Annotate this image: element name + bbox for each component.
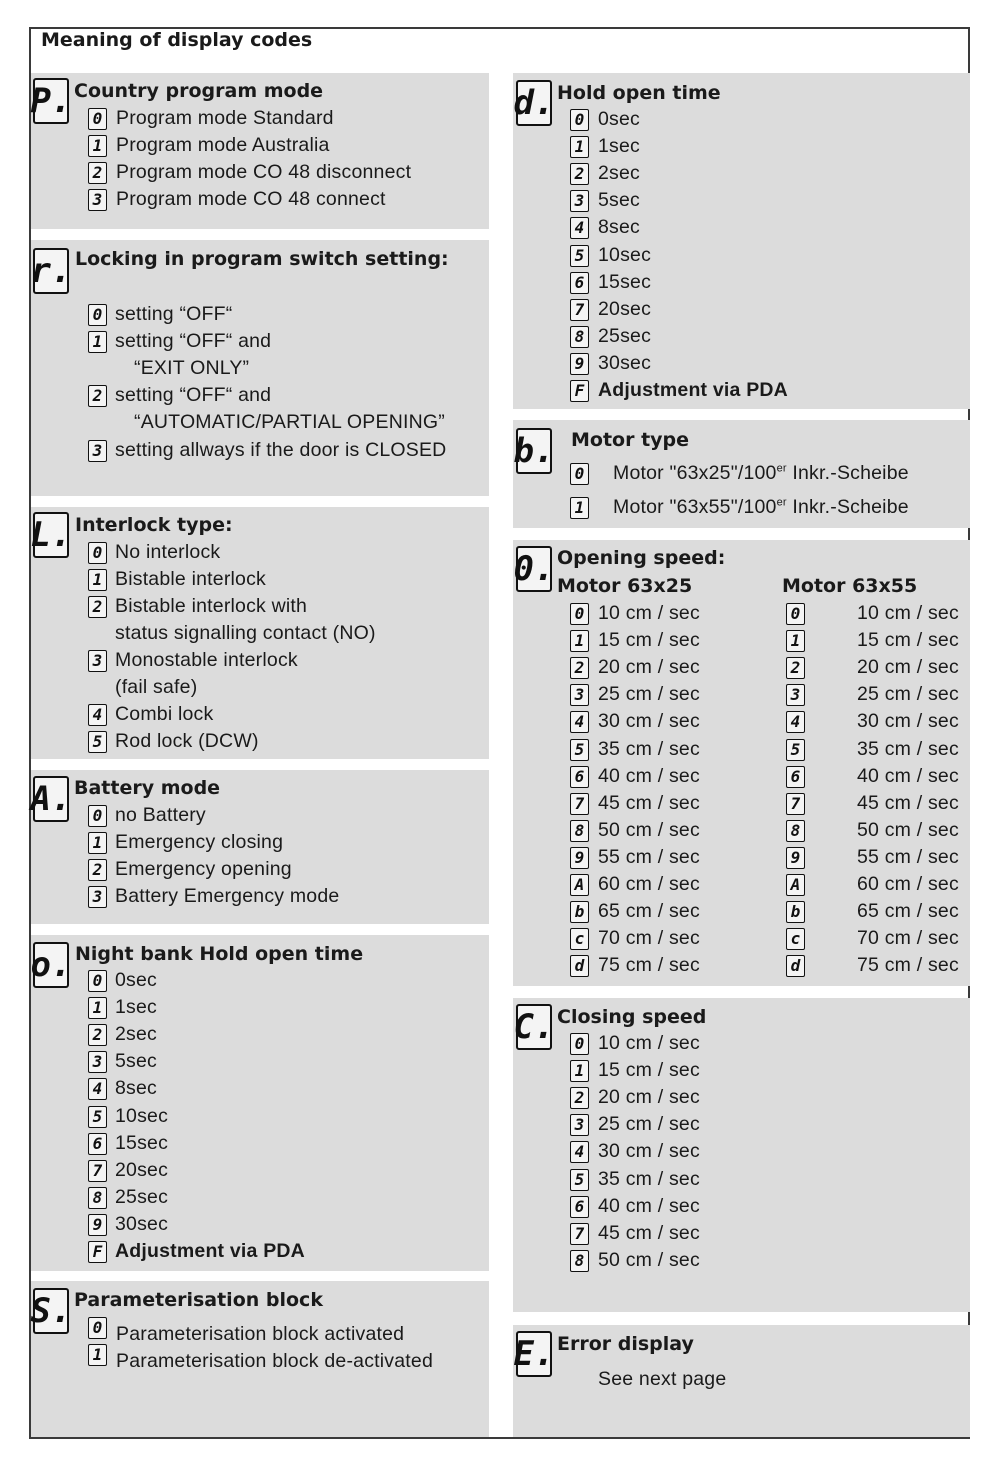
item-label-cont: “EXIT ONLY” <box>134 357 250 379</box>
digit-0-icon: 0 <box>570 463 589 485</box>
speed-label-right: 15 cm / sec <box>857 629 959 652</box>
speed-label-left: 45 cm / sec <box>598 791 700 814</box>
item-label: no Battery <box>115 804 206 826</box>
speed-label-left: 50 cm / sec <box>598 818 700 841</box>
digit-0-icon: 0 <box>88 1317 107 1339</box>
digit-6-icon: 6 <box>786 766 805 788</box>
digit-4-icon: 4 <box>88 704 107 726</box>
digit-a-icon: A <box>570 874 589 896</box>
digit-1-icon: 1 <box>88 997 107 1019</box>
item-label: 30sec <box>115 1212 169 1235</box>
section-title: Locking in program switch setting: <box>75 248 449 270</box>
item-label: Program mode CO 48 disconnect <box>116 161 412 183</box>
digit-6-icon: 6 <box>570 766 589 788</box>
section-title: Opening speed: <box>557 547 726 569</box>
digit-9-icon: 9 <box>88 1214 107 1236</box>
digit-f-icon: F <box>88 1241 107 1263</box>
speed-label-right: 35 cm / sec <box>857 737 959 760</box>
item-label: 2sec <box>598 162 640 185</box>
speed-label-left: 15 cm / sec <box>598 629 700 652</box>
item-label: Parameterisation block de-activated <box>116 1350 433 1372</box>
speed-label-right: 70 cm / sec <box>857 927 959 950</box>
item-label-cont: “AUTOMATIC/PARTIAL OPENING” <box>134 411 445 433</box>
item-label: Monostable interlock <box>115 649 298 671</box>
digit-0-icon: 0 <box>570 1033 589 1055</box>
item-label: 10 cm / sec <box>598 1032 700 1054</box>
item-label: Emergency opening <box>115 858 292 880</box>
digit-4-icon: 4 <box>570 711 589 733</box>
section-title: Hold open time <box>557 82 721 104</box>
digit-7-icon: 7 <box>88 1160 107 1182</box>
item-label: 0sec <box>115 969 157 991</box>
item-label: 30 cm / sec <box>598 1140 700 1163</box>
item-label: setting allways if the door is CLOSED <box>115 439 447 461</box>
digit-3-icon: 3 <box>88 650 107 672</box>
digit-0-icon: 0 <box>570 603 589 625</box>
item-label: Bistable interlock with <box>115 595 308 617</box>
item-label: Combi lock <box>115 703 214 725</box>
speed-label-right: 55 cm / sec <box>857 845 959 868</box>
item-label: No interlock <box>115 541 221 563</box>
code-c-display-icon: C. <box>516 1004 552 1050</box>
digit-1-icon: 1 <box>570 630 589 652</box>
item-label: 10sec <box>598 243 652 266</box>
page-title: Meaning of display codes <box>41 29 313 51</box>
speed-label-right: 40 cm / sec <box>857 764 959 787</box>
digit-b-icon: b <box>570 901 589 923</box>
section-title: Error display <box>557 1333 694 1355</box>
item-label: Program mode Australia <box>116 134 330 156</box>
section-title: Parameterisation block <box>74 1289 323 1311</box>
item-label: 20sec <box>598 297 652 320</box>
digit-4-icon: 4 <box>88 1078 107 1100</box>
see-next-page-note: See next page <box>598 1368 727 1390</box>
digit-1-icon: 1 <box>88 569 107 591</box>
digit-3-icon: 3 <box>570 190 589 212</box>
section-title: Closing speed <box>557 1006 707 1028</box>
column-title-motor-63x25: Motor 63x25 <box>557 575 693 597</box>
digit-3-icon: 3 <box>88 189 107 211</box>
digit-9-icon: 9 <box>786 847 805 869</box>
code-d-display-icon: d. <box>516 80 552 126</box>
item-label: setting “OFF“ and <box>115 330 272 352</box>
item-label: Motor "63x25"/100er Inkr.-Scheibe <box>613 462 909 484</box>
item-label: 25 cm / sec <box>598 1113 700 1136</box>
speed-label-right: 75 cm / sec <box>857 954 959 977</box>
digit-2-icon: 2 <box>570 657 589 679</box>
digit-2-icon: 2 <box>570 163 589 185</box>
item-label: 15 cm / sec <box>598 1059 700 1082</box>
speed-label-left: 70 cm / sec <box>598 927 700 950</box>
digit-9-icon: 9 <box>570 847 589 869</box>
digit-7-icon: 7 <box>786 793 805 815</box>
item-label: Program mode CO 48 connect <box>116 188 386 210</box>
digit-c-icon: c <box>786 928 805 950</box>
digit-d-icon: d <box>786 955 805 977</box>
digit-8-icon: 8 <box>570 820 589 842</box>
item-label: 1sec <box>598 135 640 158</box>
digit-0-icon: 0 <box>88 970 107 992</box>
item-label-cont: (fail safe) <box>115 676 198 698</box>
speed-label-left: 75 cm / sec <box>598 954 700 977</box>
digit-f-icon: F <box>570 380 589 402</box>
item-label: 15sec <box>598 270 652 293</box>
digit-0-icon: 0 <box>88 304 107 326</box>
digit-4-icon: 4 <box>786 711 805 733</box>
digit-7-icon: 7 <box>570 1223 589 1245</box>
digit-5-icon: 5 <box>786 739 805 761</box>
digit-5-icon: 5 <box>570 1169 589 1191</box>
item-label: 0sec <box>598 108 640 130</box>
section-title: Country program mode <box>74 80 324 102</box>
digit-1-icon: 1 <box>88 1344 107 1366</box>
speed-label-left: 20 cm / sec <box>598 656 700 679</box>
digit-d-icon: d <box>570 955 589 977</box>
item-label: Bistable interlock <box>115 568 267 590</box>
code-s-display-icon: S. <box>33 1288 69 1334</box>
digit-0-icon: 0 <box>88 542 107 564</box>
item-label: 15sec <box>115 1131 169 1154</box>
item-label: Adjustment via PDA <box>598 379 788 401</box>
item-label: 8sec <box>598 216 640 239</box>
item-label: 5sec <box>115 1050 157 1073</box>
code-l-display-icon: L. <box>33 512 69 558</box>
digit-1-icon: 1 <box>570 136 589 158</box>
code-p-display-icon: P. <box>33 78 69 124</box>
item-label: 45 cm / sec <box>598 1221 700 1244</box>
digit-0-icon: 0 <box>786 603 805 625</box>
digit-0-icon: 0 <box>88 805 107 827</box>
item-label: Motor "63x55"/100er Inkr.-Scheibe <box>613 496 909 518</box>
speed-label-right: 45 cm / sec <box>857 791 959 814</box>
digit-3-icon: 3 <box>88 886 107 908</box>
digit-c-icon: c <box>570 928 589 950</box>
item-label: 25sec <box>115 1185 169 1208</box>
digit-1-icon: 1 <box>88 135 107 157</box>
digit-2-icon: 2 <box>88 859 107 881</box>
section-title: Battery mode <box>74 777 221 799</box>
item-label: Parameterisation block activated <box>116 1323 405 1345</box>
speed-label-left: 25 cm / sec <box>598 683 700 706</box>
item-label: Adjustment via PDA <box>115 1240 305 1262</box>
item-label: 1sec <box>115 996 157 1019</box>
speed-label-right: 30 cm / sec <box>857 710 959 733</box>
digit-8-icon: 8 <box>786 820 805 842</box>
speed-label-right: 60 cm / sec <box>857 873 959 895</box>
code-a-display-icon: A. <box>33 776 69 822</box>
digit-3-icon: 3 <box>88 1051 107 1073</box>
code-e-display-icon: E. <box>516 1331 552 1377</box>
item-label: 35 cm / sec <box>598 1167 700 1190</box>
speed-label-right: 50 cm / sec <box>857 818 959 841</box>
digit-2-icon: 2 <box>88 162 107 184</box>
digit-6-icon: 6 <box>570 1196 589 1218</box>
digit-5-icon: 5 <box>570 245 589 267</box>
digit-1-icon: 1 <box>570 497 589 519</box>
item-label: setting “OFF“ and <box>115 384 272 406</box>
digit-3-icon: 3 <box>570 1114 589 1136</box>
item-label: Program mode Standard <box>116 107 334 129</box>
code-o-display-icon: o. <box>33 942 69 988</box>
digit-a-icon: A <box>786 874 805 896</box>
digit-2-icon: 2 <box>88 596 107 618</box>
item-label: 40 cm / sec <box>598 1194 700 1217</box>
item-label-cont: status signalling contact (NO) <box>115 622 376 644</box>
digit-4-icon: 4 <box>570 1141 589 1163</box>
column-title-motor-63x55: Motor 63x55 <box>782 575 918 597</box>
digit-9-icon: 9 <box>570 353 589 375</box>
item-label: Battery Emergency mode <box>115 885 340 907</box>
item-label: Rod lock (DCW) <box>115 730 259 752</box>
digit-7-icon: 7 <box>570 793 589 815</box>
speed-label-right: 20 cm / sec <box>857 656 959 679</box>
digit-3-icon: 3 <box>88 440 107 462</box>
digit-5-icon: 5 <box>88 731 107 753</box>
digit-3-icon: 3 <box>570 684 589 706</box>
digit-1-icon: 1 <box>570 1060 589 1082</box>
speed-label-left: 60 cm / sec <box>598 873 700 895</box>
speed-label-right: 25 cm / sec <box>857 683 959 706</box>
digit-2-icon: 2 <box>786 657 805 679</box>
digit-2-icon: 2 <box>88 1024 107 1046</box>
digit-0-icon: 0 <box>570 109 589 131</box>
digit-0-icon: 0 <box>88 108 107 130</box>
code-b-display-icon: b. <box>516 428 552 474</box>
digit-8-icon: 8 <box>88 1187 107 1209</box>
digit-8-icon: 8 <box>570 1250 589 1272</box>
digit-4-icon: 4 <box>570 217 589 239</box>
item-label: 30sec <box>598 351 652 374</box>
digit-3-icon: 3 <box>786 684 805 706</box>
item-label: 20 cm / sec <box>598 1086 700 1109</box>
speed-label-left: 10 cm / sec <box>598 602 700 624</box>
digit-2-icon: 2 <box>88 385 107 407</box>
speed-label-right: 10 cm / sec <box>857 602 959 624</box>
item-label: 20sec <box>115 1158 169 1181</box>
digit-6-icon: 6 <box>570 272 589 294</box>
speed-label-left: 65 cm / sec <box>598 900 700 923</box>
item-label: Emergency closing <box>115 831 284 853</box>
item-label: 2sec <box>115 1023 157 1046</box>
item-label: 25sec <box>598 324 652 347</box>
speed-label-left: 40 cm / sec <box>598 764 700 787</box>
item-label: 50 cm / sec <box>598 1248 700 1271</box>
digit-8-icon: 8 <box>570 326 589 348</box>
section-title: Night bank Hold open time <box>75 943 364 965</box>
item-label: 8sec <box>115 1077 157 1100</box>
code-0-display-icon: 0. <box>516 546 552 592</box>
code-r-display-icon: r. <box>33 248 69 294</box>
section-title: Motor type <box>571 429 690 451</box>
speed-label-right: 65 cm / sec <box>857 900 959 923</box>
digit-5-icon: 5 <box>88 1106 107 1128</box>
digit-b-icon: b <box>786 901 805 923</box>
digit-1-icon: 1 <box>88 331 107 353</box>
item-label: 10sec <box>115 1104 169 1127</box>
digit-7-icon: 7 <box>570 299 589 321</box>
item-label: setting “OFF“ <box>115 303 233 325</box>
digit-6-icon: 6 <box>88 1133 107 1155</box>
item-label: 5sec <box>598 189 640 212</box>
section-title: Interlock type: <box>75 514 233 536</box>
digit-5-icon: 5 <box>570 739 589 761</box>
speed-label-left: 30 cm / sec <box>598 710 700 733</box>
speed-label-left: 35 cm / sec <box>598 737 700 760</box>
speed-label-left: 55 cm / sec <box>598 845 700 868</box>
digit-1-icon: 1 <box>786 630 805 652</box>
digit-2-icon: 2 <box>570 1087 589 1109</box>
digit-1-icon: 1 <box>88 832 107 854</box>
